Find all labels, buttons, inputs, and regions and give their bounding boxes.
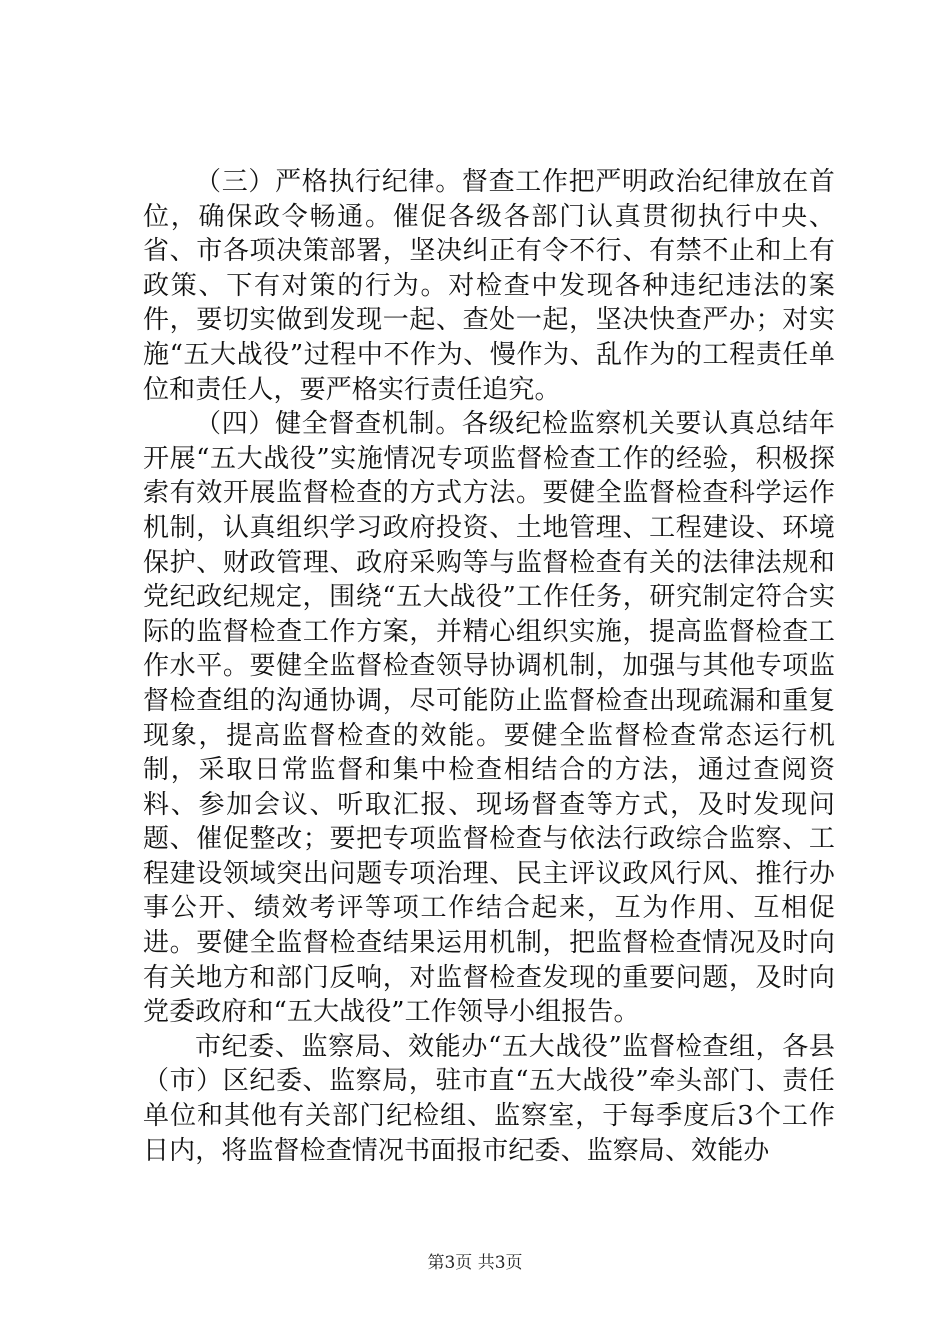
document-body (143, 165, 835, 1168)
page-footer: 第3页 共3页 (427, 1253, 523, 1273)
paragraph-supervision-mechanism: （四）健全督查机制。各级纪检监察机关要认真总结年开展“五大战役”实施情况专项监督检查工作的经验，积极探索有效开展监督检查的方式方法。要健全监督检查科学运作机制，认真组织学习政府投资、土地管理、工程建设、环境保护、财政管理、政府采购等与监督检查有关的法律法规和党纪政纪规定，围绕“五大战役”工作任务，研究制定符合实际的监督检查工作方案，并精心组织实施，提高监督检查工作水平。要健全监督检查领导协调机制，加强与其他专项监督检查组的沟通协调，尽可能防止监督检查出现疏漏和重复现象，提高监督检查的效能。要健全监督检查常态运行机制，采取日常监督和集中检查相结合的方法，通过查阅资料、参加会议、听取汇报、现场督查等方式，及时发现问题、催促整改；要把专项监督检查与依法行政综合监察、工程建设领域突出问题专项治理、民主评议政风行风、推行办事公开、绩效考评等项工作结合起来，互为作用、互相促进。要健全监督检查结果运用机制，把监督检查情况及时向有关地方和部门反响，对监督检查发现的重要问题，及时向党委政府和“五大战役”工作领导小组报告。 (143, 409, 835, 1028)
paragraph-reporting-requirement: 市纪委、监察局、效能办“五大战役”监督检查组，各县（市）区纪委、监察局，驻市直“五大战役”牵头部门、责任单位和其他有关部门纪检组、监察室，于每季度后3个工作日内，将监督检查情况书面报市纪委、监察局、效能办 (143, 1031, 835, 1166)
paragraph-strict-discipline: （三）严格执行纪律。督查工作把严明政治纪律放在首位，确保政令畅通。催促各级各部门认真贯彻执行中央、省、市各项决策部署，坚决纠正有令不行、有禁不止和上有政策、下有对策的行为。对检查中发现各种违纪违法的案件，要切实做到发现一起、查处一起，坚决快查严办；对实施“五大战役”过程中不作为、慢作为、乱作为的工程责任单位和责任人，要严格实行责任追究。 (143, 167, 835, 405)
